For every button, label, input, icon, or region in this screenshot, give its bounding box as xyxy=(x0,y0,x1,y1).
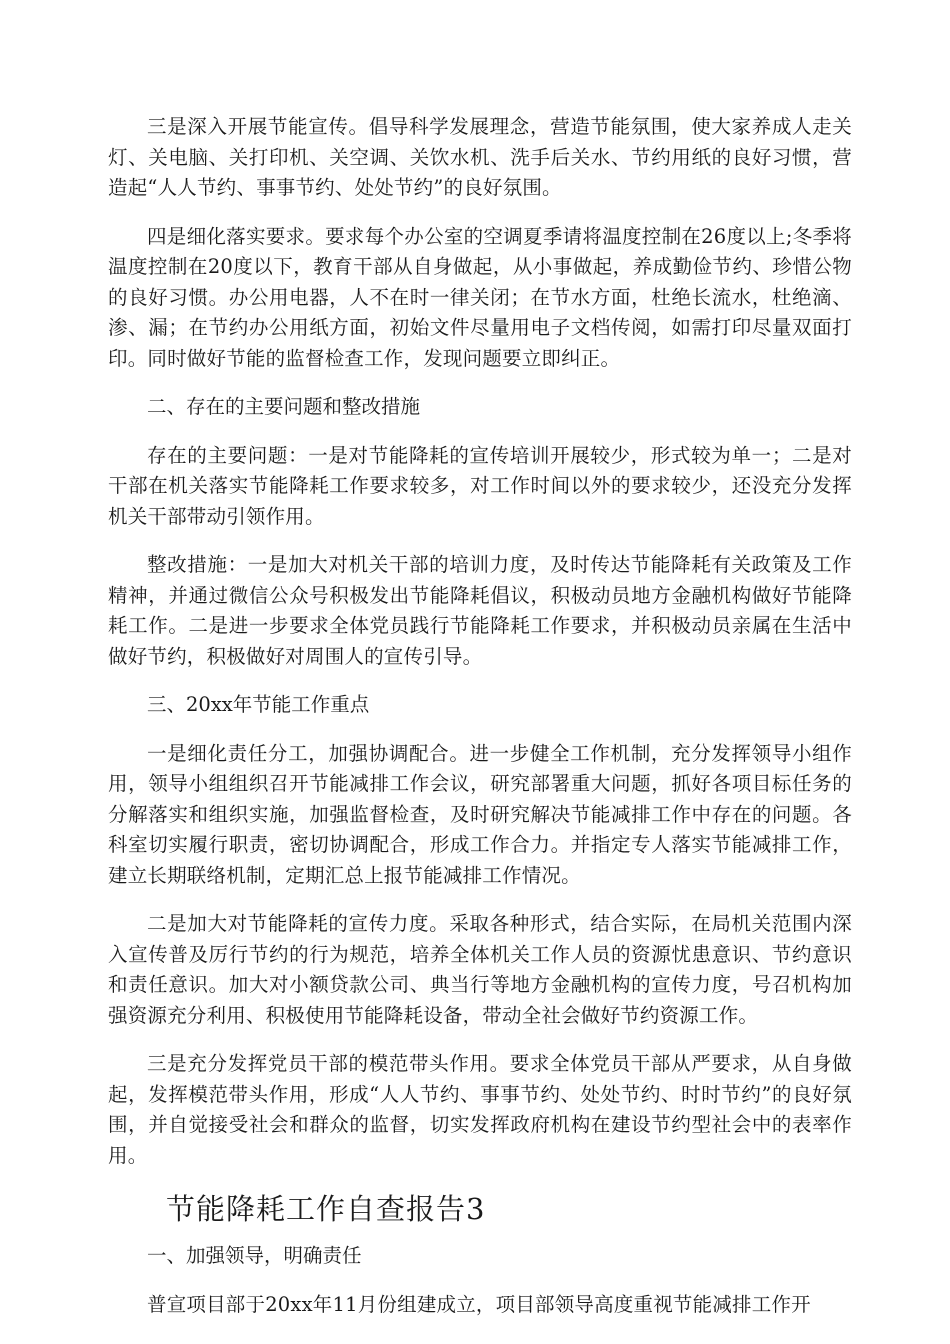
section-heading-leadership: 一、加强领导，明确责任 xyxy=(147,1244,362,1267)
paragraph-publicity: 三是深入开展节能宣传。倡导科学发展理念，营造节能氛围，使大家养成人走关灯、关电脑、关打印机、关空调、关饮水机、洗手后关水、节约用纸的良好习惯，营造起“人人节约、事事节约、处处节约”的良好氛围。 xyxy=(108,115,852,199)
paragraph-requirements: 四是细化落实要求。要求每个办公室的空调夏季请将温度控制在26度以上;冬季将温度控制在20度以下，教育干部从自身做起，从小事做起，养成勤俭节约、珍惜公物的良好习惯。办公用电器，人不在时一律关闭；在节水方面，杜绝长流水，杜绝滴、渗、漏；在节约办公用纸方面，初始文件尽量用电子文档传阅，如需打印尽量双面打印。同时做好节能的监督检查工作，发现问题要立即纠正。 xyxy=(108,224,852,370)
paragraph-priority-2: 二是加大对节能降耗的宣传力度。采取各种形式，结合实际，在局机关范围内深入宣传普及厉行节约的行为规范，培养全体机关工作人员的资源忧患意识、节约意识和责任意识。加大对小额贷款公司、典当行等地方金融机构的宣传力度，号召机构加强资源充分利用、积极使用节能降耗设备，带动全社会做好节约资源工作。 xyxy=(108,912,852,1027)
section-heading-priorities: 三、20xx年节能工作重点 xyxy=(147,693,370,716)
document-page xyxy=(108,112,852,1338)
paragraph-rectification: 整改措施：一是加大对机关干部的培训力度，及时传达节能降耗有关政策及工作精神，并通过微信公众号积极发出节能降耗倡议，积极动员地方金融机构做好节能降耗工作。二是进一步要求全体党员践行节能降耗工作要求，并积极动员亲属在生活中做好节约，积极做好对周围人的宣传引导。 xyxy=(108,553,852,668)
paragraph-main-problems: 存在的主要问题：一是对节能降耗的宣传培训开展较少，形式较为单一；二是对干部在机关落实节能降耗工作要求较多，对工作时间以外的要求较少，还没充分发挥机关干部带动引领作用。 xyxy=(108,443,852,528)
section-heading-problems: 二、存在的主要问题和整改措施 xyxy=(147,395,421,418)
paragraph-project-intro: 普宣项目部于20xx年11月份组建成立，项目部领导高度重视节能减排工作开 xyxy=(147,1292,811,1316)
report-title: 节能降耗工作自查报告3 xyxy=(166,1192,486,1226)
paragraph-priority-1: 一是细化责任分工，加强协调配合。进一步健全工作机制，充分发挥领导小组作用，领导小组组织召开节能减排工作会议，研究部署重大问题，抓好各项目标任务的分解落实和组织实施，加强监督检查，及时研究解决节能减排工作中存在的问题。各科室切实履行职责，密切协调配合，形成工作合力。并指定专人落实节能减排工作，建立长期联络机制，定期汇总上报节能减排工作情况。 xyxy=(108,741,852,887)
paragraph-priority-3: 三是充分发挥党员干部的模范带头作用。要求全体党员干部从严要求，从自身做起，发挥模范带头作用，形成“人人节约、事事节约、处处节约、时时节约”的良好氛围，并自觉接受社会和群众的监督，切实发挥政府机构在建设节约型社会中的表率作用。 xyxy=(108,1052,852,1167)
